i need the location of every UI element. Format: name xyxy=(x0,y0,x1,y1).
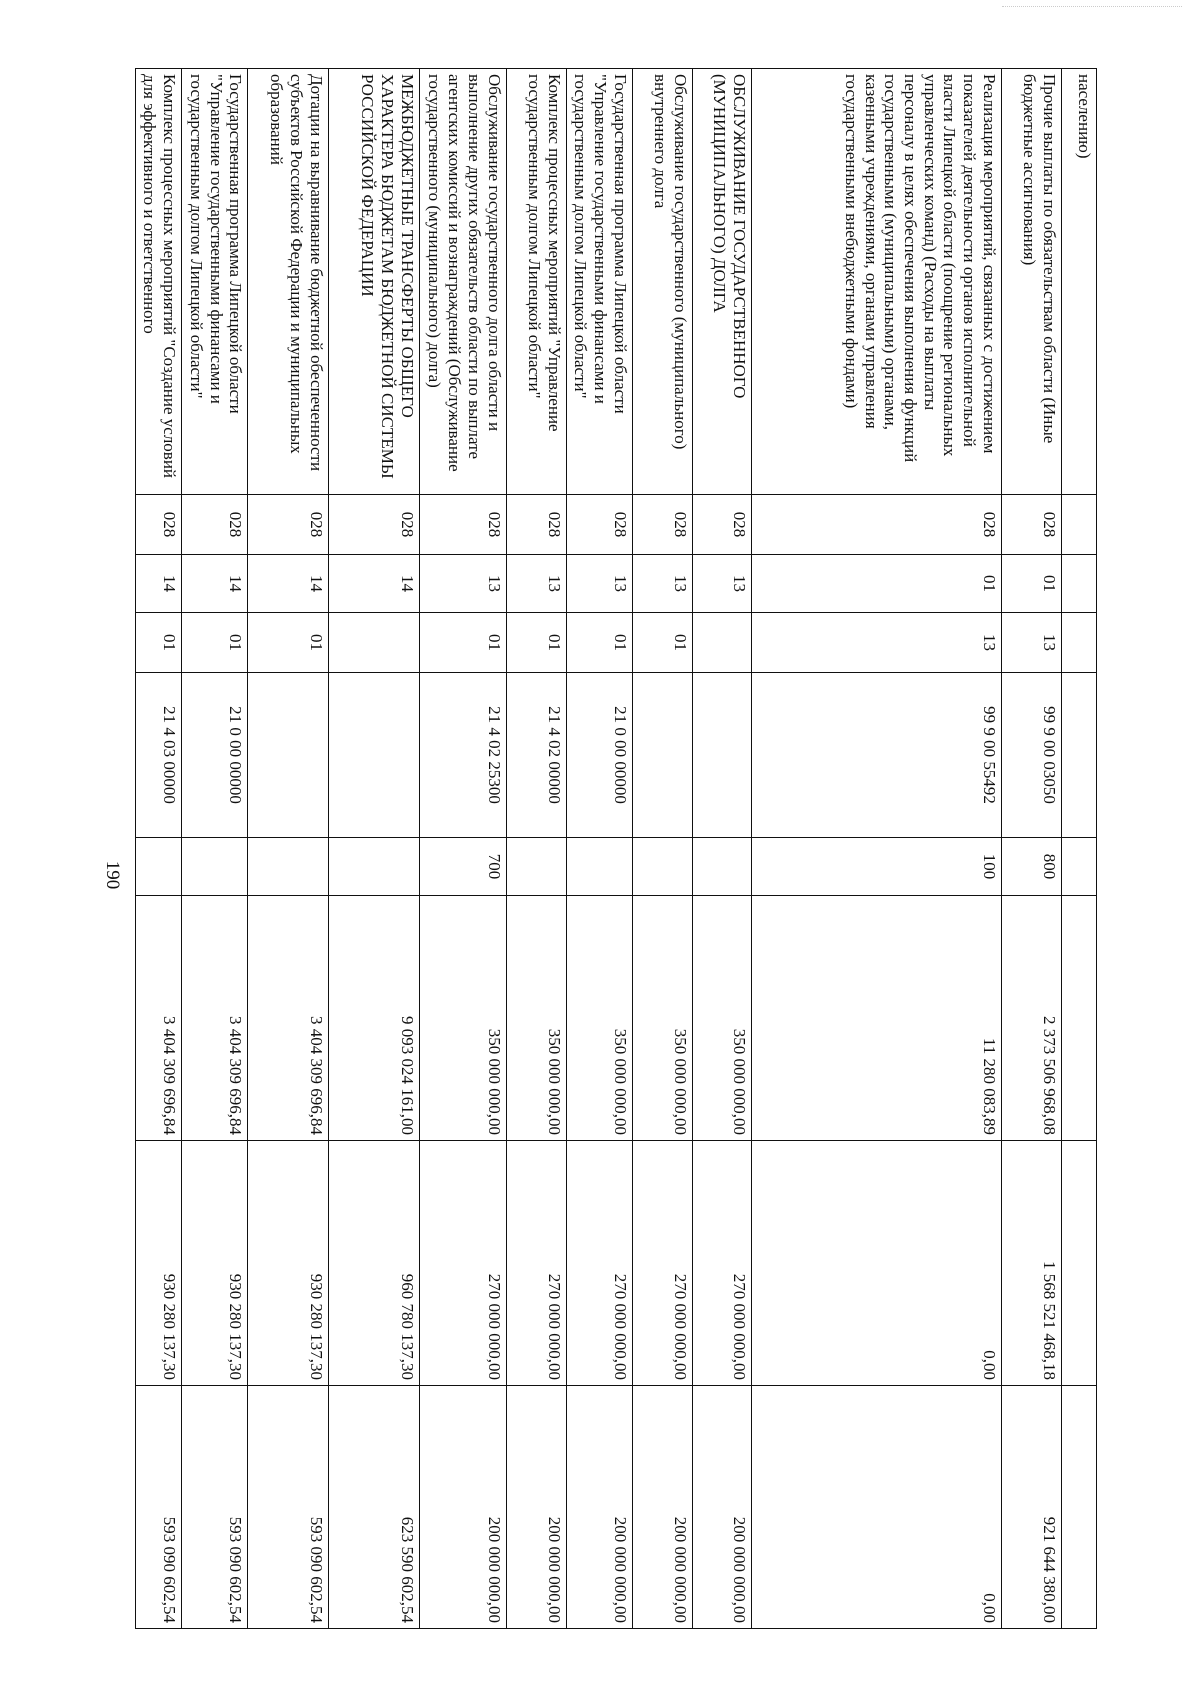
ved-code-cell: 028 xyxy=(182,495,248,555)
table-row xyxy=(248,69,329,1629)
amount-year1-cell: 350 000 000,00 xyxy=(632,896,692,1141)
subsection-code-cell: 01 xyxy=(248,613,329,673)
ved-code-cell: 028 xyxy=(632,495,692,555)
section-code-cell: 13 xyxy=(692,555,751,613)
ved-code-cell: 028 xyxy=(1001,495,1061,555)
amount-year1-cell: 3 404 309 696,84 xyxy=(136,896,182,1141)
section-code-cell: 13 xyxy=(566,555,632,613)
amount-year2-cell: 270 000 000,00 xyxy=(632,1141,692,1386)
target-article-cell: 99 9 00 03050 xyxy=(1001,673,1061,838)
amount-year1-cell: 350 000 000,00 xyxy=(566,896,632,1141)
target-article-cell xyxy=(632,673,692,838)
row-name-cell: ОБСЛУЖИВАНИЕ ГОСУДАРСТВЕННОГО (МУНИЦИПАЛЬНОГО) ДОЛГА xyxy=(692,69,751,495)
rotated-table-wrapper xyxy=(135,68,1097,1628)
target-article-cell: 21 0 00 00000 xyxy=(566,673,632,838)
ved-code-cell: 028 xyxy=(136,495,182,555)
section-code-cell xyxy=(1061,555,1096,613)
target-article-cell xyxy=(692,673,751,838)
amount-year3-cell: 200 000 000,00 xyxy=(506,1386,566,1629)
section-code-cell: 01 xyxy=(751,555,1001,613)
scan-artifact xyxy=(1002,6,1182,9)
amount-year1-cell: 350 000 000,00 xyxy=(419,896,506,1141)
subsection-code-cell: 01 xyxy=(506,613,566,673)
ved-code-cell: 028 xyxy=(419,495,506,555)
expense-type-cell: 700 xyxy=(419,838,506,896)
amount-year3-cell: 200 000 000,00 xyxy=(632,1386,692,1629)
subsection-code-cell: 01 xyxy=(419,613,506,673)
amount-year2-cell: 930 280 137,30 xyxy=(182,1141,248,1386)
amount-year2-cell: 930 280 137,30 xyxy=(136,1141,182,1386)
expense-type-cell xyxy=(1061,838,1096,896)
ved-code-cell: 028 xyxy=(506,495,566,555)
page-number: 190 xyxy=(102,860,124,890)
table-row xyxy=(419,69,506,1629)
target-article-cell: 21 4 02 00000 xyxy=(506,673,566,838)
amount-year3-cell: 593 090 602,54 xyxy=(182,1386,248,1629)
amount-year2-cell: 0,00 xyxy=(751,1141,1001,1386)
ved-code-cell: 028 xyxy=(751,495,1001,555)
amount-year3-cell: 593 090 602,54 xyxy=(136,1386,182,1629)
amount-year3-cell: 200 000 000,00 xyxy=(419,1386,506,1629)
amount-year2-cell: 930 280 137,30 xyxy=(248,1141,329,1386)
subsection-code-cell: 01 xyxy=(632,613,692,673)
row-name-cell: Государственная программа Липецкой области "Управление государственными финансами и государственным долгом Липецкой области" xyxy=(566,69,632,495)
expense-type-cell xyxy=(328,838,419,896)
target-article-cell xyxy=(248,673,329,838)
amount-year1-cell xyxy=(1061,896,1096,1141)
amount-year1-cell: 350 000 000,00 xyxy=(506,896,566,1141)
row-name-cell: Комплекс процессных мероприятий "Создание условий для эффективного и ответственного xyxy=(136,69,182,495)
amount-year2-cell: 1 568 521 468,18 xyxy=(1001,1141,1061,1386)
row-name-cell: Прочие выплаты по обязательствам области (Иные бюджетные ассигнования) xyxy=(1001,69,1061,495)
section-code-cell: 14 xyxy=(136,555,182,613)
expense-type-cell xyxy=(692,838,751,896)
ved-code-cell: 028 xyxy=(566,495,632,555)
section-code-cell: 01 xyxy=(1001,555,1061,613)
amount-year3-cell: 623 590 602,54 xyxy=(328,1386,419,1629)
table-row xyxy=(506,69,566,1629)
subsection-code-cell xyxy=(692,613,751,673)
section-code-cell: 14 xyxy=(328,555,419,613)
expense-type-cell xyxy=(248,838,329,896)
table-row xyxy=(566,69,632,1629)
table-row xyxy=(182,69,248,1629)
section-code-cell: 13 xyxy=(419,555,506,613)
table-row xyxy=(751,69,1001,1629)
target-article-cell: 21 4 03 00000 xyxy=(136,673,182,838)
amount-year3-cell xyxy=(1061,1386,1096,1629)
section-code-cell: 14 xyxy=(248,555,329,613)
ved-code-cell xyxy=(1061,495,1096,555)
amount-year3-cell: 0,00 xyxy=(751,1386,1001,1629)
row-name-cell: населению) xyxy=(1061,69,1096,495)
subsection-code-cell: 01 xyxy=(136,613,182,673)
budget-table xyxy=(135,68,1097,1629)
row-name-cell: Реализация мероприятий, связанных с достижением показателей деятельности органов исполнительной власти Липецкой области (поощрение региональных управленческих команд) (Расходы на выплаты персоналу в целях обеспечения выполнения функций государственными (муниципальными) органами, казенными учреждениями, органами управления государственными внебюджетными фондами) xyxy=(751,69,1001,495)
row-name-cell: Дотации на выравнивание бюджетной обеспеченности субъектов Российской Федерации и муниципальных образований xyxy=(248,69,329,495)
amount-year1-cell: 9 093 024 161,00 xyxy=(328,896,419,1141)
row-name-cell: МЕЖБЮДЖЕТНЫЕ ТРАНСФЕРТЫ ОБЩЕГО ХАРАКТЕРА БЮДЖЕТАМ БЮДЖЕТНОЙ СИСТЕМЫ РОССИЙСКОЙ ФЕДЕРАЦИИ xyxy=(328,69,419,495)
row-name-cell: Государственная программа Липецкой области "Управление государственными финансами и государственным долгом Липецкой области" xyxy=(182,69,248,495)
amount-year1-cell: 3 404 309 696,84 xyxy=(182,896,248,1141)
subsection-code-cell xyxy=(1061,613,1096,673)
target-article-cell: 21 4 02 25300 xyxy=(419,673,506,838)
expense-type-cell xyxy=(566,838,632,896)
expense-type-cell xyxy=(632,838,692,896)
target-article-cell xyxy=(328,673,419,838)
target-article-cell: 99 9 00 55492 xyxy=(751,673,1001,838)
section-code-cell: 13 xyxy=(632,555,692,613)
amount-year2-cell: 270 000 000,00 xyxy=(566,1141,632,1386)
amount-year3-cell: 593 090 602,54 xyxy=(248,1386,329,1629)
subsection-code-cell: 13 xyxy=(1001,613,1061,673)
table-row xyxy=(136,69,182,1629)
amount-year3-cell: 200 000 000,00 xyxy=(692,1386,751,1629)
row-name-cell: Комплекс процессных мероприятий "Управление государственным долгом Липецкой области" xyxy=(506,69,566,495)
amount-year2-cell: 960 780 137,30 xyxy=(328,1141,419,1386)
amount-year2-cell xyxy=(1061,1141,1096,1386)
section-code-cell: 13 xyxy=(506,555,566,613)
table-row xyxy=(328,69,419,1629)
amount-year1-cell: 11 280 083,89 xyxy=(751,896,1001,1141)
target-article-cell: 21 0 00 00000 xyxy=(182,673,248,838)
amount-year2-cell: 270 000 000,00 xyxy=(692,1141,751,1386)
table-row xyxy=(692,69,751,1629)
expense-type-cell xyxy=(136,838,182,896)
row-name-cell: Обслуживание государственного долга области и выполнение других обязательств области по выплате агентских комиссий и вознаграждений (Обслуживание государственного (муниципального) долга) xyxy=(419,69,506,495)
subsection-code-cell xyxy=(328,613,419,673)
amount-year3-cell: 200 000 000,00 xyxy=(566,1386,632,1629)
table-row xyxy=(632,69,692,1629)
amount-year1-cell: 2 373 506 968,08 xyxy=(1001,896,1061,1141)
table-body xyxy=(136,69,1097,1629)
expense-type-cell xyxy=(182,838,248,896)
amount-year2-cell: 270 000 000,00 xyxy=(419,1141,506,1386)
amount-year1-cell: 3 404 309 696,84 xyxy=(248,896,329,1141)
amount-year2-cell: 270 000 000,00 xyxy=(506,1141,566,1386)
table-row xyxy=(1001,69,1061,1629)
expense-type-cell: 100 xyxy=(751,838,1001,896)
expense-type-cell: 800 xyxy=(1001,838,1061,896)
ved-code-cell: 028 xyxy=(328,495,419,555)
subsection-code-cell: 01 xyxy=(566,613,632,673)
subsection-code-cell: 01 xyxy=(182,613,248,673)
amount-year1-cell: 350 000 000,00 xyxy=(692,896,751,1141)
row-name-cell: Обслуживание государственного (муниципального) внутреннего долга xyxy=(632,69,692,495)
ved-code-cell: 028 xyxy=(248,495,329,555)
expense-type-cell xyxy=(506,838,566,896)
section-code-cell: 14 xyxy=(182,555,248,613)
amount-year3-cell: 921 644 380,00 xyxy=(1001,1386,1061,1629)
ved-code-cell: 028 xyxy=(692,495,751,555)
target-article-cell xyxy=(1061,673,1096,838)
subsection-code-cell: 13 xyxy=(751,613,1001,673)
table-row xyxy=(1061,69,1096,1629)
